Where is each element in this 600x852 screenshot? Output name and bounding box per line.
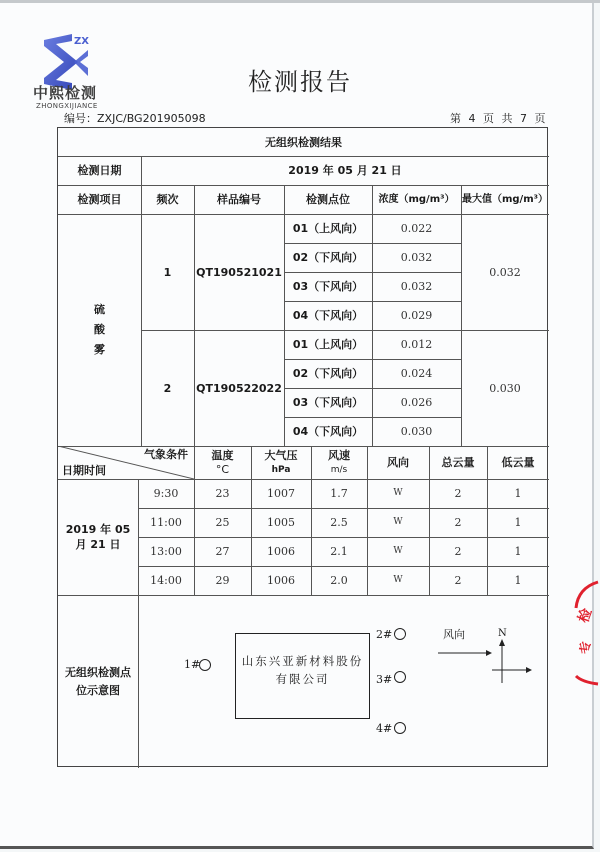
- frequency-1: 1: [163, 265, 172, 279]
- serial-label: 编号：: [64, 112, 97, 125]
- report-serial: [64, 110, 206, 126]
- page-current: 第 4 页: [450, 112, 494, 125]
- frequency-2: 2: [163, 381, 172, 395]
- weather-low-cloud: 1: [514, 516, 522, 529]
- test-item-char: 硫: [94, 303, 105, 316]
- company-site-box: [235, 633, 370, 719]
- concentration-cell: 0.030: [400, 425, 433, 438]
- concentration-cell: 0.032: [400, 280, 433, 293]
- official-seal-stamp: [572, 578, 600, 688]
- monitoring-point-1-icon: [199, 659, 211, 671]
- monitoring-point-3-icon: [394, 671, 406, 683]
- weather-time: 11:00: [150, 516, 182, 529]
- test-item-char: 雾: [94, 343, 105, 356]
- weather-pressure: 1005: [267, 516, 295, 529]
- corner-datetime-label: 日期时间: [62, 463, 106, 477]
- weather-wind-direction: W: [393, 488, 403, 498]
- corner-weather-label: 气象条件: [144, 447, 188, 461]
- concentration-cell: 0.026: [400, 396, 433, 409]
- point-cell: 02（下风向）: [292, 251, 364, 264]
- concentration-cell: 0.029: [400, 309, 433, 322]
- max-value-2: 0.030: [489, 381, 521, 395]
- col-header-low-cloud: 低云量: [501, 456, 535, 469]
- weather-total-cloud: 2: [454, 516, 462, 529]
- concentration-cell: 0.022: [400, 222, 433, 235]
- page-indicator: [450, 110, 546, 126]
- col-header-pressure: 大气压 hPa: [264, 448, 298, 475]
- weather-date: 2019 年 05 月 21 日: [65, 523, 131, 551]
- point-cell: 03（下风向）: [292, 396, 364, 409]
- svg-text:ZX: ZX: [74, 36, 89, 47]
- weather-pressure: 1007: [267, 487, 295, 500]
- col-header-concentration: 浓度（mg/m³）: [378, 194, 455, 205]
- weather-low-cloud: 1: [514, 487, 522, 500]
- wind-direction-label: 风向: [443, 628, 465, 641]
- point-cell: 01（上风向）: [292, 338, 364, 351]
- monitoring-point-2-icon: [394, 628, 406, 640]
- point-label-3: 3#: [376, 673, 393, 686]
- point-label-2: 2#: [376, 628, 393, 641]
- col-header-wind-speed: 风速 m/s: [328, 448, 350, 475]
- weather-wind-speed: 2.0: [330, 574, 348, 587]
- point-label-1: 1#: [184, 658, 201, 671]
- weather-total-cloud: 2: [454, 487, 462, 500]
- diagram-label: 无组织检测点 位示意图: [65, 665, 131, 697]
- north-label: N: [498, 628, 507, 639]
- weather-temperature: 25: [215, 516, 230, 529]
- logo-chinese-name: 中熙检测: [33, 84, 98, 102]
- monitoring-point-4-icon: [394, 722, 406, 734]
- svg-text:专: 专: [577, 639, 595, 655]
- weather-temperature: 29: [215, 574, 230, 587]
- col-header-wind-direction: 风向: [387, 456, 409, 469]
- weather-low-cloud: 1: [514, 545, 522, 558]
- section-title: 无组织检测结果: [265, 135, 342, 149]
- sample-id-2: QT190522022: [196, 381, 282, 395]
- weather-pressure: 1006: [267, 545, 295, 558]
- concentration-cell: 0.012: [400, 338, 433, 351]
- weather-time: 14:00: [150, 574, 182, 587]
- weather-wind-direction: W: [393, 575, 403, 585]
- wind-compass-icon: [428, 628, 538, 688]
- weather-time: 9:30: [153, 487, 179, 500]
- col-header-item: 检测项目: [77, 193, 122, 206]
- weather-wind-direction: W: [393, 546, 403, 556]
- weather-low-cloud: 1: [514, 574, 522, 587]
- weather-wind-direction: W: [393, 517, 403, 527]
- logo-english-name: ZHONGXIJIANCE: [36, 102, 98, 110]
- weather-temperature: 27: [215, 545, 230, 558]
- serial-value: ZXJC/BG201905098: [97, 112, 206, 125]
- test-item: [58, 214, 141, 446]
- concentration-cell: 0.024: [400, 367, 433, 380]
- results-table: [57, 127, 548, 767]
- concentration-cell: 0.032: [400, 251, 433, 264]
- weather-total-cloud: 2: [454, 545, 462, 558]
- weather-temperature: 23: [215, 487, 230, 500]
- date-label: 检测日期: [77, 164, 122, 177]
- divider: [138, 595, 139, 768]
- col-header-max: 最大值（mg/m³）: [461, 194, 549, 205]
- col-header-point: 检测点位: [306, 193, 350, 206]
- company-name: 山东兴亚新材料股份 有限公司: [241, 654, 364, 686]
- col-header-sample-id: 样品编号: [217, 193, 261, 206]
- weather-time: 13:00: [150, 545, 182, 558]
- weather-wind-speed: 2.1: [330, 545, 348, 558]
- weather-wind-speed: 2.5: [330, 516, 348, 529]
- point-cell: 04（下风向）: [292, 309, 364, 322]
- svg-text:检: 检: [575, 606, 596, 625]
- point-cell: 02（下风向）: [292, 367, 364, 380]
- point-cell: 04（下风向）: [292, 425, 364, 438]
- col-header-total-cloud: 总云量: [441, 456, 475, 469]
- page-total: 共 7 页: [501, 112, 546, 125]
- col-header-frequency: 频次: [156, 193, 179, 206]
- report-title: 检测报告: [248, 68, 352, 96]
- max-value-1: 0.032: [489, 265, 521, 279]
- weather-pressure: 1006: [267, 574, 295, 587]
- col-header-temperature: 温度 °C: [211, 448, 234, 476]
- point-cell: 01（上风向）: [292, 222, 364, 235]
- date-value: 2019 年 05 月 21 日: [288, 164, 402, 177]
- point-cell: 03（下风向）: [292, 280, 364, 293]
- point-label-4: 4#: [376, 722, 393, 735]
- weather-total-cloud: 2: [454, 574, 462, 587]
- test-item-char: 酸: [94, 323, 105, 336]
- sample-id-1: QT190521021: [196, 265, 282, 279]
- weather-wind-speed: 1.7: [330, 487, 348, 500]
